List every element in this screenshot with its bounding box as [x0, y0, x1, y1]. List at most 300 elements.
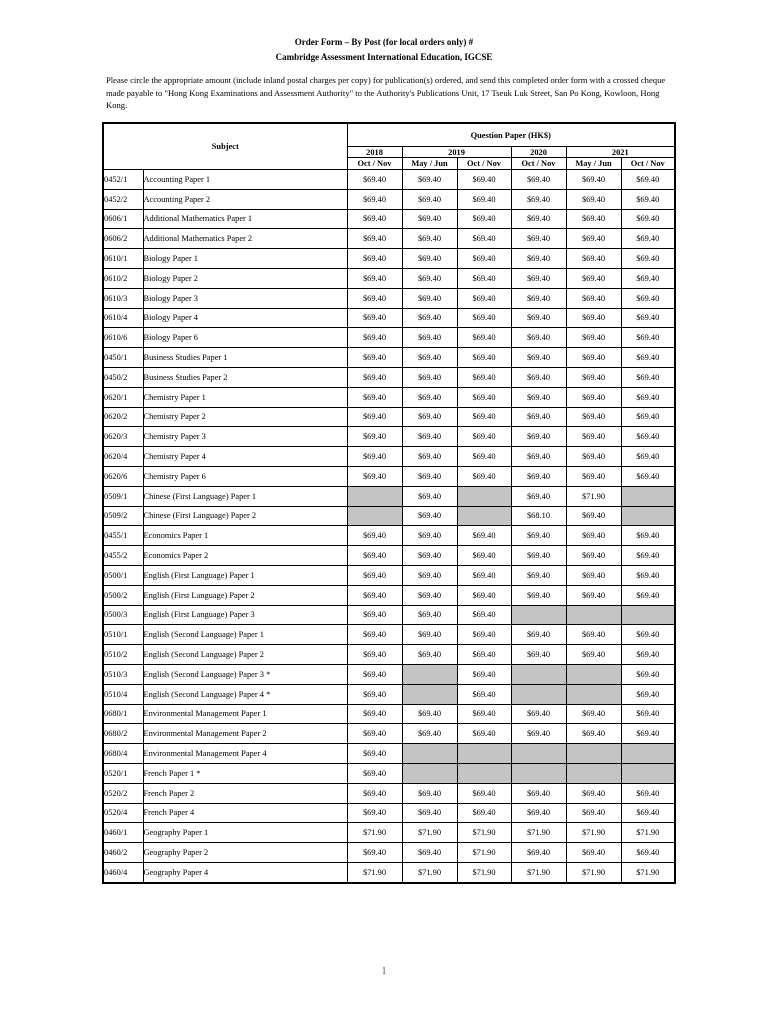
price-cell[interactable]: $69.40	[347, 645, 402, 665]
price-cell[interactable]: $69.40	[511, 229, 566, 249]
paper-code: 0520/2	[103, 783, 143, 803]
price-cell[interactable]: $69.40	[402, 407, 457, 427]
price-cell[interactable]: $69.40	[621, 229, 675, 249]
price-cell[interactable]: $69.40	[457, 447, 511, 467]
price-cell[interactable]: $69.40	[511, 704, 566, 724]
subject-name: French Paper 4	[143, 803, 347, 823]
price-cell[interactable]: $69.40	[511, 249, 566, 269]
price-cell[interactable]: $69.40	[457, 684, 511, 704]
unavailable-cell	[566, 664, 621, 684]
subject-name: Geography Paper 1	[143, 823, 347, 843]
paper-code: 0610/4	[103, 308, 143, 328]
unavailable-cell	[347, 506, 402, 526]
price-cell[interactable]: $69.40	[457, 783, 511, 803]
price-cell[interactable]: $69.40	[402, 209, 457, 229]
price-cell[interactable]: $69.40	[566, 585, 621, 605]
price-cell[interactable]: $69.40	[511, 447, 566, 467]
table-row	[103, 605, 675, 625]
subject-name: Economics Paper 2	[143, 546, 347, 566]
subject-name: Economics Paper 1	[143, 526, 347, 546]
price-cell[interactable]: $69.40	[347, 348, 402, 368]
unavailable-cell	[457, 486, 511, 506]
price-cell[interactable]: $69.40	[347, 407, 402, 427]
table-row	[103, 249, 675, 269]
price-cell[interactable]: $69.40	[621, 625, 675, 645]
subject-name: French Paper 1 *	[143, 763, 347, 783]
paper-code: 0610/1	[103, 249, 143, 269]
paper-code: 0620/6	[103, 466, 143, 486]
price-cell[interactable]: $69.40	[566, 803, 621, 823]
price-cell[interactable]: $69.40	[511, 565, 566, 585]
subject-name: English (First Language) Paper 2	[143, 585, 347, 605]
price-table	[102, 122, 676, 884]
unavailable-cell	[566, 763, 621, 783]
paper-code: 0450/2	[103, 367, 143, 387]
price-cell[interactable]: $69.40	[457, 546, 511, 566]
price-cell[interactable]: $69.40	[511, 724, 566, 744]
price-cell[interactable]: $69.40	[621, 209, 675, 229]
price-cell[interactable]: $69.40	[347, 704, 402, 724]
price-cell[interactable]: $69.40	[457, 565, 511, 585]
price-cell[interactable]: $69.40	[457, 308, 511, 328]
table-row	[103, 288, 675, 308]
session-header: Oct / Nov	[621, 158, 675, 170]
price-cell[interactable]: $69.40	[621, 249, 675, 269]
price-cell[interactable]: $69.40	[621, 268, 675, 288]
price-cell[interactable]: $69.40	[347, 744, 402, 764]
price-cell[interactable]: $69.40	[621, 843, 675, 863]
price-cell[interactable]: $71.90	[566, 823, 621, 843]
year-header: 2019	[402, 147, 511, 158]
subject-name: English (Second Language) Paper 2	[143, 645, 347, 665]
price-cell[interactable]: $69.40	[347, 763, 402, 783]
price-cell[interactable]: $69.40	[511, 308, 566, 328]
price-cell[interactable]: $69.40	[621, 803, 675, 823]
unavailable-cell	[402, 684, 457, 704]
price-cell[interactable]: $69.40	[457, 625, 511, 645]
price-cell[interactable]: $69.40	[621, 387, 675, 407]
price-cell[interactable]: $69.40	[621, 447, 675, 467]
subject-name: Accounting Paper 2	[143, 189, 347, 209]
table-row	[103, 625, 675, 645]
price-cell[interactable]: $69.40	[402, 268, 457, 288]
price-cell[interactable]: $69.40	[347, 466, 402, 486]
price-cell[interactable]: $69.40	[566, 506, 621, 526]
price-cell[interactable]: $69.40	[402, 605, 457, 625]
price-cell[interactable]: $71.90	[347, 862, 402, 882]
paper-code: 0510/2	[103, 645, 143, 665]
price-cell[interactable]: $71.90	[511, 823, 566, 843]
price-cell[interactable]: $69.40	[347, 229, 402, 249]
table-row	[103, 862, 675, 882]
price-cell[interactable]: $69.40	[621, 170, 675, 190]
session-header: May / Jun	[566, 158, 621, 170]
price-cell[interactable]: $69.40	[457, 466, 511, 486]
paper-code: 0500/1	[103, 565, 143, 585]
price-cell[interactable]: $69.40	[621, 288, 675, 308]
price-cell[interactable]: $69.40	[347, 387, 402, 407]
price-cell[interactable]: $69.40	[511, 387, 566, 407]
unavailable-cell	[511, 744, 566, 764]
subject-name: Chemistry Paper 1	[143, 387, 347, 407]
price-cell[interactable]: $69.40	[402, 526, 457, 546]
price-cell[interactable]: $69.40	[621, 407, 675, 427]
price-cell[interactable]: $68.10	[511, 506, 566, 526]
price-cell[interactable]: $69.40	[347, 249, 402, 269]
price-cell[interactable]: $69.40	[511, 585, 566, 605]
unavailable-cell	[457, 506, 511, 526]
table-row	[103, 526, 675, 546]
subject-name: Chemistry Paper 2	[143, 407, 347, 427]
price-cell[interactable]: $69.40	[457, 664, 511, 684]
price-cell[interactable]: $71.90	[566, 486, 621, 506]
price-cell[interactable]: $69.40	[347, 308, 402, 328]
price-cell[interactable]: $69.40	[566, 565, 621, 585]
price-cell[interactable]: $69.40	[402, 308, 457, 328]
price-cell[interactable]: $71.90	[347, 823, 402, 843]
table-row	[103, 367, 675, 387]
price-cell[interactable]: $69.40	[566, 704, 621, 724]
price-cell[interactable]: $71.90	[621, 862, 675, 882]
price-cell[interactable]: $69.40	[402, 565, 457, 585]
price-cell[interactable]: $69.40	[511, 348, 566, 368]
price-cell[interactable]: $69.40	[566, 170, 621, 190]
unavailable-cell	[621, 506, 675, 526]
price-cell[interactable]: $69.40	[402, 625, 457, 645]
subject-name: Business Studies Paper 2	[143, 367, 347, 387]
price-cell[interactable]: $69.40	[511, 783, 566, 803]
price-cell[interactable]: $69.40	[621, 328, 675, 348]
paper-code: 0606/1	[103, 209, 143, 229]
price-cell[interactable]: $69.40	[347, 367, 402, 387]
page-number: 1	[381, 966, 387, 977]
price-cell[interactable]: $69.40	[511, 803, 566, 823]
question-paper-header: Question Paper (HK$)	[347, 123, 675, 147]
price-cell[interactable]: $69.40	[457, 367, 511, 387]
paper-code: 0510/3	[103, 664, 143, 684]
price-cell[interactable]: $69.40	[566, 348, 621, 368]
price-cell[interactable]: $69.40	[566, 724, 621, 744]
price-cell[interactable]: $69.40	[457, 268, 511, 288]
paper-code: 0509/1	[103, 486, 143, 506]
paper-code: 0452/1	[103, 170, 143, 190]
price-cell[interactable]: $69.40	[566, 447, 621, 467]
price-cell[interactable]: $69.40	[621, 704, 675, 724]
price-cell[interactable]: $69.40	[457, 704, 511, 724]
price-cell[interactable]: $69.40	[457, 249, 511, 269]
price-cell[interactable]: $69.40	[402, 704, 457, 724]
subject-name: Chinese (First Language) Paper 2	[143, 506, 347, 526]
price-cell[interactable]: $69.40	[347, 427, 402, 447]
price-cell[interactable]: $69.40	[402, 645, 457, 665]
paper-code: 0460/1	[103, 823, 143, 843]
price-cell[interactable]: $69.40	[457, 170, 511, 190]
price-cell[interactable]: $69.40	[511, 843, 566, 863]
price-cell[interactable]: $69.40	[511, 486, 566, 506]
subject-name: Additional Mathematics Paper 2	[143, 229, 347, 249]
year-header: 2018	[347, 147, 402, 158]
price-cell[interactable]: $69.40	[402, 466, 457, 486]
price-cell[interactable]: $69.40	[621, 348, 675, 368]
price-cell[interactable]: $69.40	[347, 189, 402, 209]
price-cell[interactable]: $69.40	[402, 170, 457, 190]
price-cell[interactable]: $69.40	[402, 328, 457, 348]
price-cell[interactable]: $69.40	[402, 348, 457, 368]
table-row	[103, 407, 675, 427]
price-cell[interactable]: $69.40	[347, 268, 402, 288]
price-cell[interactable]: $69.40	[566, 387, 621, 407]
price-cell[interactable]: $69.40	[402, 803, 457, 823]
price-cell[interactable]: $69.40	[457, 427, 511, 447]
price-cell[interactable]: $69.40	[566, 229, 621, 249]
price-cell[interactable]: $69.40	[621, 427, 675, 447]
table-row	[103, 803, 675, 823]
price-cell[interactable]: $69.40	[511, 466, 566, 486]
price-cell[interactable]: $69.40	[457, 605, 511, 625]
table-row	[103, 763, 675, 783]
price-cell[interactable]: $69.40	[457, 288, 511, 308]
price-cell[interactable]: $69.40	[402, 585, 457, 605]
table-body	[103, 170, 675, 883]
subject-name: Additional Mathematics Paper 1	[143, 209, 347, 229]
price-cell[interactable]: $69.40	[621, 546, 675, 566]
paper-code: 0620/2	[103, 407, 143, 427]
table-row	[103, 189, 675, 209]
table-row	[103, 704, 675, 724]
price-cell[interactable]: $69.40	[457, 348, 511, 368]
price-cell[interactable]: $69.40	[402, 229, 457, 249]
price-cell[interactable]: $69.40	[621, 783, 675, 803]
price-cell[interactable]: $69.40	[402, 387, 457, 407]
price-cell[interactable]: $69.40	[621, 724, 675, 744]
subject-header: Subject	[103, 123, 347, 170]
price-cell[interactable]: $69.40	[566, 783, 621, 803]
paper-code: 0610/3	[103, 288, 143, 308]
paper-code: 0680/2	[103, 724, 143, 744]
subject-name: Biology Paper 3	[143, 288, 347, 308]
subject-name: English (Second Language) Paper 3 *	[143, 664, 347, 684]
paper-code: 0620/3	[103, 427, 143, 447]
unavailable-cell	[402, 763, 457, 783]
price-cell[interactable]: $69.40	[402, 189, 457, 209]
price-cell[interactable]: $71.90	[566, 862, 621, 882]
price-cell[interactable]: $69.40	[621, 565, 675, 585]
price-cell[interactable]: $69.40	[511, 427, 566, 447]
price-cell[interactable]: $69.40	[566, 249, 621, 269]
price-cell[interactable]: $69.40	[347, 783, 402, 803]
unavailable-cell	[457, 763, 511, 783]
subject-name: Chemistry Paper 3	[143, 427, 347, 447]
price-cell[interactable]: $69.40	[347, 447, 402, 467]
subject-name: Biology Paper 1	[143, 249, 347, 269]
subject-name: Biology Paper 2	[143, 268, 347, 288]
price-cell[interactable]: $69.40	[347, 843, 402, 863]
subject-name: Chinese (First Language) Paper 1	[143, 486, 347, 506]
price-cell[interactable]: $69.40	[621, 684, 675, 704]
price-cell[interactable]: $71.90	[402, 862, 457, 882]
price-cell[interactable]: $69.40	[402, 427, 457, 447]
unavailable-cell	[621, 763, 675, 783]
price-cell[interactable]: $69.40	[511, 288, 566, 308]
unavailable-cell	[457, 744, 511, 764]
price-cell[interactable]: $69.40	[566, 328, 621, 348]
price-cell[interactable]: $69.40	[511, 546, 566, 566]
price-cell[interactable]: $71.90	[457, 823, 511, 843]
price-cell[interactable]: $69.40	[347, 328, 402, 348]
price-cell[interactable]: $69.40	[347, 209, 402, 229]
price-cell[interactable]: $69.40	[347, 605, 402, 625]
subject-name: Environmental Management Paper 4	[143, 744, 347, 764]
price-cell[interactable]: $69.40	[347, 664, 402, 684]
paper-code: 0455/1	[103, 526, 143, 546]
price-cell[interactable]: $69.40	[347, 803, 402, 823]
year-header: 2021	[566, 147, 675, 158]
price-cell[interactable]: $69.40	[457, 724, 511, 744]
price-cell[interactable]: $69.40	[347, 684, 402, 704]
price-cell[interactable]: $69.40	[621, 466, 675, 486]
price-cell[interactable]: $69.40	[621, 664, 675, 684]
table-row	[103, 466, 675, 486]
paper-code: 0460/2	[103, 843, 143, 863]
price-cell[interactable]: $69.40	[566, 466, 621, 486]
table-row	[103, 664, 675, 684]
table-row	[103, 328, 675, 348]
price-cell[interactable]: $69.40	[566, 645, 621, 665]
price-cell[interactable]: $69.40	[347, 625, 402, 645]
year-header: 2020	[511, 147, 566, 158]
price-cell[interactable]: $69.40	[457, 803, 511, 823]
price-cell[interactable]: $69.40	[457, 189, 511, 209]
price-cell[interactable]: $69.40	[347, 724, 402, 744]
table-row	[103, 209, 675, 229]
price-cell[interactable]: $69.40	[511, 367, 566, 387]
session-header: Oct / Nov	[347, 158, 402, 170]
price-cell[interactable]: $69.40	[566, 546, 621, 566]
price-cell[interactable]: $69.40	[402, 249, 457, 269]
price-cell[interactable]: $69.40	[566, 625, 621, 645]
price-cell[interactable]: $69.40	[402, 447, 457, 467]
price-cell[interactable]: $69.40	[347, 288, 402, 308]
price-cell[interactable]: $69.40	[457, 229, 511, 249]
price-cell[interactable]: $69.40	[621, 585, 675, 605]
price-cell[interactable]: $69.40	[511, 625, 566, 645]
price-cell[interactable]: $69.40	[402, 367, 457, 387]
table-row	[103, 268, 675, 288]
unavailable-cell	[402, 664, 457, 684]
price-cell[interactable]: $69.40	[621, 308, 675, 328]
price-cell[interactable]: $69.40	[566, 843, 621, 863]
price-cell[interactable]: $69.40	[347, 565, 402, 585]
price-cell[interactable]: $69.40	[511, 189, 566, 209]
price-cell[interactable]: $69.40	[566, 308, 621, 328]
price-cell[interactable]: $71.90	[457, 843, 511, 863]
unavailable-cell	[511, 763, 566, 783]
price-cell[interactable]: $69.40	[566, 427, 621, 447]
price-cell[interactable]: $69.40	[347, 585, 402, 605]
price-cell[interactable]: $69.40	[566, 288, 621, 308]
price-cell[interactable]: $71.90	[621, 823, 675, 843]
paper-code: 0606/2	[103, 229, 143, 249]
table-row	[103, 546, 675, 566]
subject-name: Biology Paper 6	[143, 328, 347, 348]
table-row	[103, 744, 675, 764]
subject-name: English (First Language) Paper 3	[143, 605, 347, 625]
price-cell[interactable]: $69.40	[511, 645, 566, 665]
subject-name: Environmental Management Paper 2	[143, 724, 347, 744]
price-cell[interactable]: $69.40	[566, 526, 621, 546]
price-cell[interactable]: $69.40	[621, 367, 675, 387]
subject-name: Chemistry Paper 6	[143, 466, 347, 486]
price-cell[interactable]: $71.90	[457, 862, 511, 882]
price-cell[interactable]: $69.40	[457, 209, 511, 229]
price-cell[interactable]: $69.40	[402, 506, 457, 526]
paper-code: 0450/1	[103, 348, 143, 368]
paper-code: 0680/1	[103, 704, 143, 724]
price-cell[interactable]: $71.90	[511, 862, 566, 882]
price-cell[interactable]: $69.40	[347, 546, 402, 566]
price-cell[interactable]: $69.40	[621, 189, 675, 209]
price-cell[interactable]: $69.40	[511, 526, 566, 546]
price-cell[interactable]: $69.40	[457, 407, 511, 427]
price-cell[interactable]: $69.40	[511, 407, 566, 427]
unavailable-cell	[511, 605, 566, 625]
table-row	[103, 585, 675, 605]
price-cell[interactable]: $69.40	[566, 407, 621, 427]
unavailable-cell	[621, 605, 675, 625]
price-cell[interactable]: $71.90	[402, 823, 457, 843]
price-cell[interactable]: $69.40	[621, 526, 675, 546]
price-cell[interactable]: $69.40	[566, 189, 621, 209]
price-cell[interactable]: $69.40	[402, 288, 457, 308]
price-cell[interactable]: $69.40	[457, 526, 511, 546]
unavailable-cell	[347, 486, 402, 506]
price-cell[interactable]: $69.40	[621, 645, 675, 665]
paper-code: 0510/4	[103, 684, 143, 704]
price-cell[interactable]: $69.40	[566, 268, 621, 288]
price-cell[interactable]: $69.40	[402, 546, 457, 566]
paper-code: 0452/2	[103, 189, 143, 209]
paper-code: 0520/4	[103, 803, 143, 823]
price-cell[interactable]: $69.40	[457, 328, 511, 348]
paper-code: 0620/1	[103, 387, 143, 407]
price-cell[interactable]: $69.40	[566, 209, 621, 229]
price-cell[interactable]: $69.40	[511, 170, 566, 190]
table-row	[103, 447, 675, 467]
price-cell[interactable]: $69.40	[402, 843, 457, 863]
price-cell[interactable]: $69.40	[402, 724, 457, 744]
instructions-paragraph: Please circle the appropriate amount (include inland postal charges per copy) for publication(s) ordered, and send this completed order form with a crossed cheque made payable to "Hong Kong Examinations and Assessment Authority" to the Authority's Publications Unit, 17 Tseuk Luk Street, San Po Kong, Kowloon, Hong Kong.	[106, 75, 666, 110]
price-cell[interactable]: $69.40	[511, 268, 566, 288]
table-row	[103, 308, 675, 328]
price-cell[interactable]: $69.40	[402, 783, 457, 803]
paper-code: 0680/4	[103, 744, 143, 764]
subject-name: English (First Language) Paper 1	[143, 565, 347, 585]
price-cell[interactable]: $69.40	[457, 387, 511, 407]
paper-code: 0520/1	[103, 763, 143, 783]
price-cell[interactable]: $69.40	[457, 585, 511, 605]
subject-name: Environmental Management Paper 1	[143, 704, 347, 724]
price-cell[interactable]: $69.40	[402, 486, 457, 506]
price-cell[interactable]: $69.40	[511, 209, 566, 229]
unavailable-cell	[566, 744, 621, 764]
price-cell[interactable]: $69.40	[457, 645, 511, 665]
price-cell[interactable]: $69.40	[511, 328, 566, 348]
paper-code: 0500/3	[103, 605, 143, 625]
subject-name: Business Studies Paper 1	[143, 348, 347, 368]
price-cell[interactable]: $69.40	[566, 367, 621, 387]
price-cell[interactable]: $69.40	[347, 170, 402, 190]
price-cell[interactable]: $69.40	[347, 526, 402, 546]
